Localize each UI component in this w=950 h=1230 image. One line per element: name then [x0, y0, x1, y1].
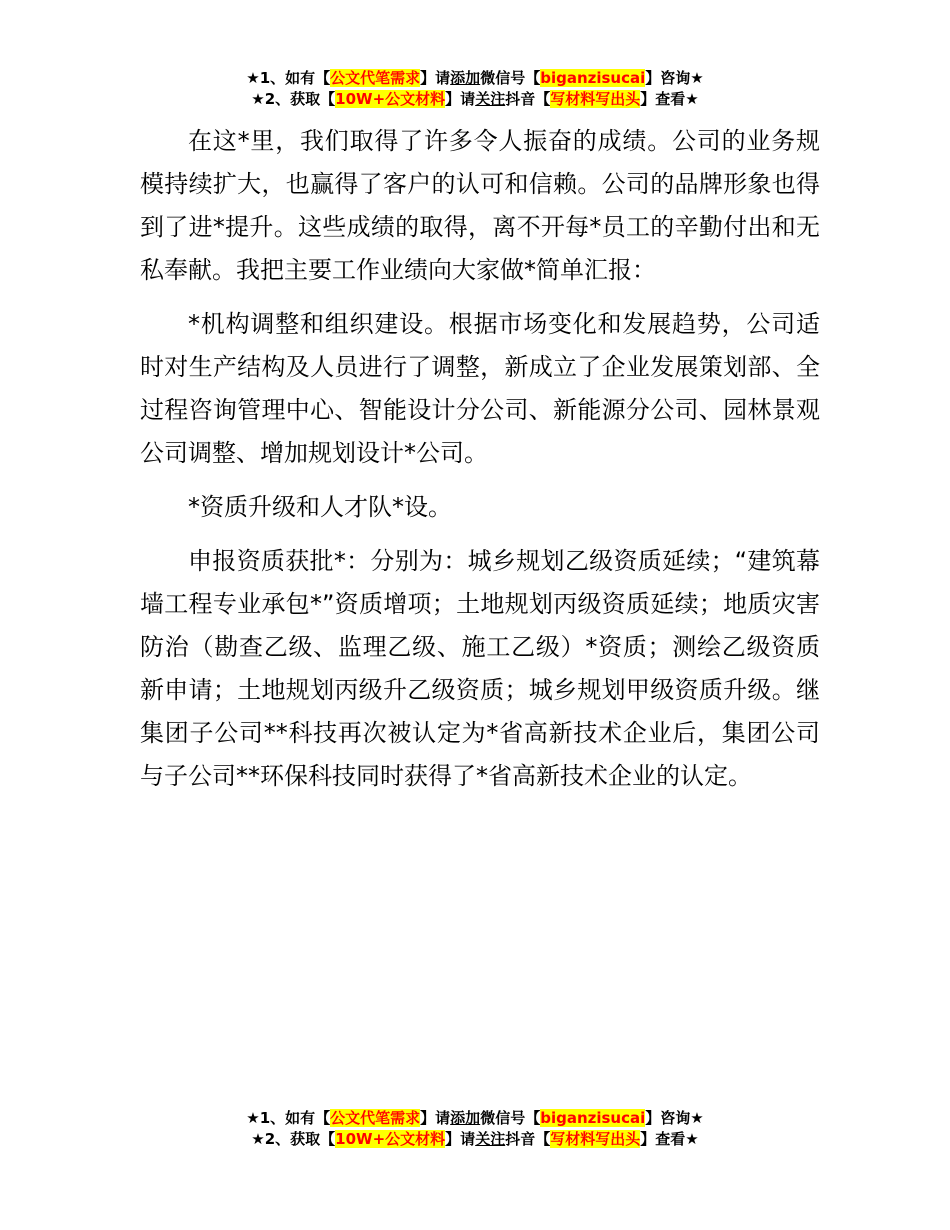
banner-text: 】请 [445, 90, 476, 108]
document-body [140, 120, 820, 809]
banner-text: 】咨询 [645, 1109, 691, 1127]
highlight-wechat-id: biganzisucai [540, 1109, 646, 1127]
star-icon: ★ [251, 90, 265, 108]
banner-text: 2、获取【 [264, 1130, 336, 1148]
banner-text: 微信号【 [480, 69, 541, 87]
star-icon: ★ [685, 1130, 699, 1148]
banner-text: 1、如有【 [259, 69, 331, 87]
star-icon: ★ [251, 1130, 265, 1148]
paragraph-intro: 在这*里，我们取得了许多令人振奋的成绩。公司的业务规模持续扩大，也赢得了客户的认可和信赖。公司的品牌形象也得到了进*提升。这些成绩的取得，离不开每*员工的辛勤付出和无私奉献。我把主要工作业绩向大家做*简单汇报： [140, 127, 820, 284]
banner-text: 】咨询 [645, 69, 691, 87]
banner-text: 】请 [420, 69, 451, 87]
banner-text: 2、获取【 [264, 90, 336, 108]
star-icon: ★ [690, 69, 704, 87]
highlight-douyin-id: 写材料写出头 [550, 1130, 641, 1148]
star-icon: ★ [246, 1109, 260, 1127]
highlight-wechat-id: biganzisucai [540, 69, 646, 87]
paragraph-organization: *机构调整和组织建设。根据市场变化和发展趋势，公司适时对生产结构及人员进行了调整，新成立了企业发展策划部、全过程咨询管理中心、智能设计分公司、新能源分公司、园林景观公司调整、增加规划设计*公司。 [140, 310, 820, 467]
underlined-action: 关注 [475, 90, 506, 108]
banner-text: 抖音【 [505, 90, 551, 108]
banner-text: 】查看 [640, 90, 686, 108]
underlined-action: 关注 [475, 1130, 506, 1148]
banner-text: 】查看 [640, 1130, 686, 1148]
underlined-action: 添加 [450, 1109, 481, 1127]
footer-banner [0, 1108, 950, 1150]
header-line-2 [0, 89, 950, 110]
highlight-service: 公文代笔需求 [330, 69, 421, 87]
header-line-1 [0, 68, 950, 89]
banner-text: 】请 [420, 1109, 451, 1127]
paragraph-qualification-details: 申报资质获批*：分别为：城乡规划乙级资质延续；“建筑幕墙工程专业承包*”资质增项；土地规划丙级资质延续；地质灾害防治（勘查乙级、监理乙级、施工乙级）*资质；测绘乙级资质新申请；土地规划丙级升乙级资质；城乡规划甲级资质升级。继集团子公司**科技再次被认定为*省高新技术企业后，集团公司与子公司**环保科技同时获得了*省高新技术企业的认定。 [140, 547, 820, 790]
footer-line-2 [0, 1129, 950, 1150]
underlined-action: 添加 [450, 69, 481, 87]
star-icon: ★ [246, 69, 260, 87]
header-banner [0, 68, 950, 110]
footer-line-1 [0, 1108, 950, 1129]
banner-text: 1、如有【 [259, 1109, 331, 1127]
highlight-materials: 10W+公文材料 [335, 1130, 446, 1148]
highlight-douyin-id: 写材料写出头 [550, 90, 641, 108]
banner-text: 微信号【 [480, 1109, 541, 1127]
banner-text: 抖音【 [505, 1130, 551, 1148]
banner-text: 】请 [445, 1130, 476, 1148]
highlight-service: 公文代笔需求 [330, 1109, 421, 1127]
star-icon: ★ [690, 1109, 704, 1127]
paragraph-qualification-heading: *资质升级和人才队*设。 [188, 493, 452, 521]
highlight-materials: 10W+公文材料 [335, 90, 446, 108]
star-icon: ★ [685, 90, 699, 108]
